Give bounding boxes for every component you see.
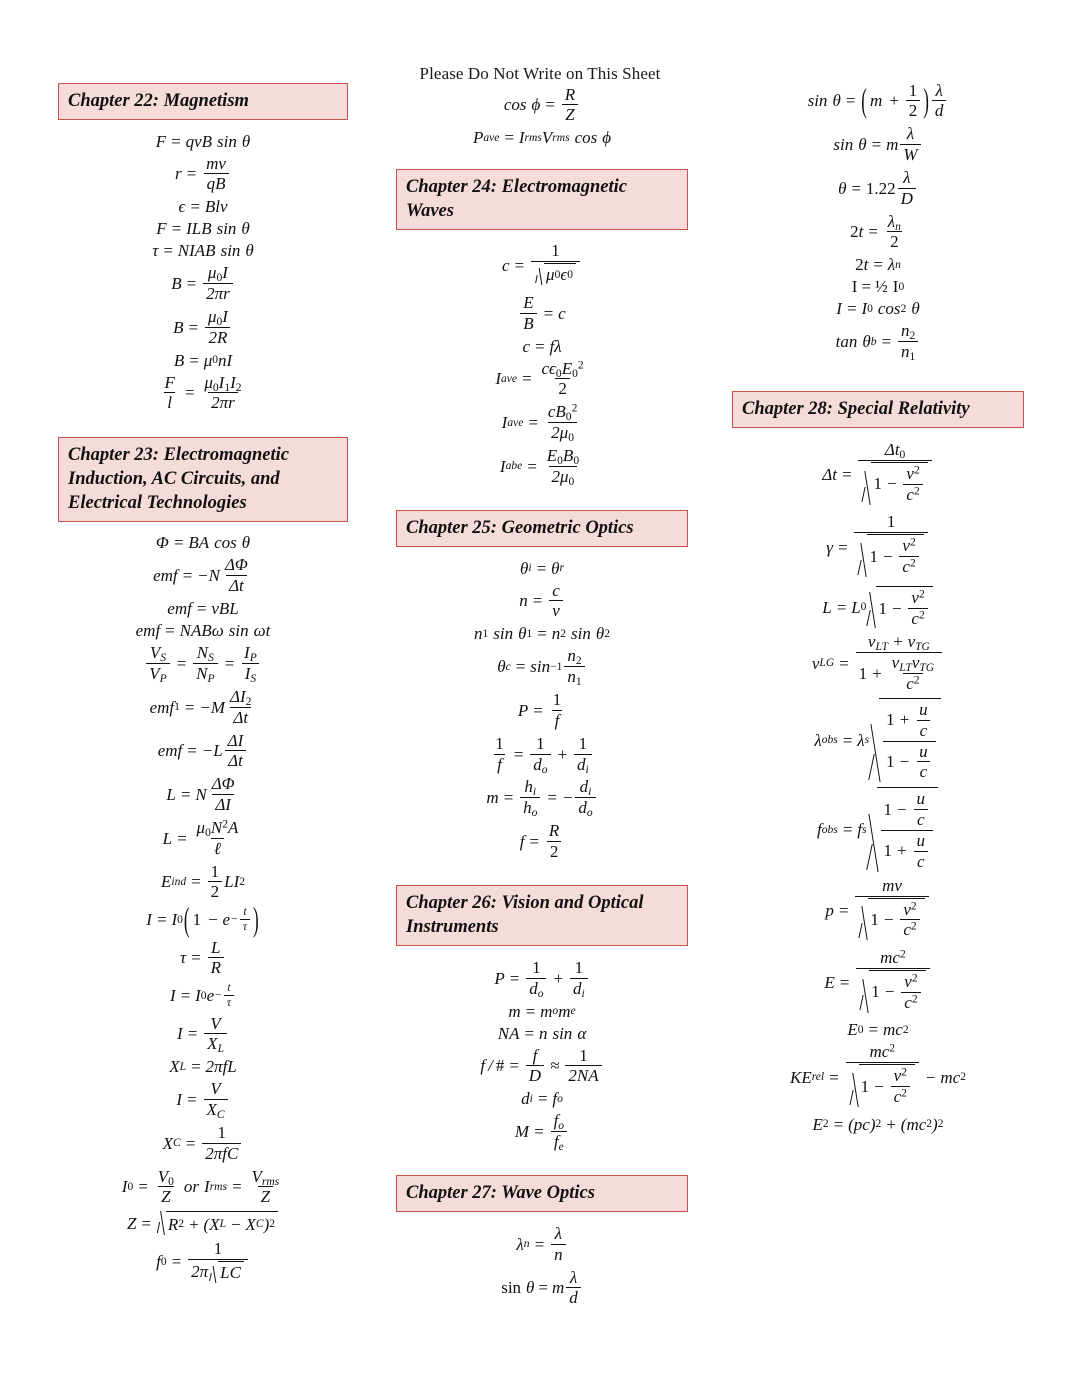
formula-list-ch23-cont — [396, 83, 688, 149]
formula-ch23-15: I = $\frac{V}{X_C}$ — [58, 1078, 348, 1122]
formula-ch28-0: Δt = $\Delta t_0$ 1 − $\frac{v^2}{c^2}$ — [732, 438, 1024, 510]
formula-ch23-9: E ind = $\frac{1}{2}$ LI 2 — [160, 861, 246, 902]
formula-ch24-4: I ave = $\frac{cB_0^2}{2\mu_0}$ — [501, 401, 578, 444]
formula-ch27-1: sin θ = m $\frac{\lambda}{d}$ — [396, 1266, 688, 1310]
chapter-header-27: Chapter 27: Wave Optics — [396, 1175, 688, 1212]
formula-ch23-19: f 0 = 1 2π LC — [58, 1238, 348, 1286]
formula-ch28-6: p = mv 1 − $\frac{v^2}{c^2}$ — [732, 874, 1024, 946]
formula-ch23-21: P ave = I rms V rms cos ϕ — [472, 128, 612, 148]
chapter-header-28: Chapter 28: Special Relativity — [732, 391, 1024, 428]
formula-ch23-7: L = N $\frac{\Delta\Phi}{\Delta I}$ — [166, 774, 235, 815]
formula-ch24-3: I ave = $\frac{c\epsilon_0E_0^2}{2}$ — [495, 358, 584, 399]
formula-ch28-10: E 2 = (pc) 2 + (mc 2 ) 2 — [812, 1114, 944, 1134]
formula-ch26-2: NA = n sin α — [497, 1023, 587, 1043]
formula-ch23-10: I = I 0 ( 1 − e − $\frac{t}{\tau}$ ) — [146, 900, 259, 939]
formula-list-ch23 — [58, 532, 348, 1286]
formula-ch24-2: c = fλ — [522, 336, 562, 356]
formula-ch23-12: I = I 0 e − $\frac{t}{\tau}$ — [58, 980, 348, 1012]
formula-ch22-0: F = qvB sin θ — [155, 131, 251, 151]
formula-ch24-1: $\frac{E}{B}$ = c — [396, 291, 688, 335]
formula-ch28-5: f obs = f s 1 − $\frac{u}{c}$ 1 + $\frac{u}{c}$ — [732, 785, 1024, 874]
formula-ch27-2: sin θ = ( m + $\frac{1}{2}$ ) $\frac{\lambda}{d}$ — [732, 79, 1024, 123]
formula-ch22-3: F = ILB sin θ — [156, 219, 250, 239]
formula-ch27-9: tan θ b = $\frac{n_2}{n_1}$ — [732, 320, 1024, 364]
chapter-header-22: Chapter 22: Magnetism — [58, 83, 348, 120]
formula-ch26-5: M = $\frac{f_o}{f_e}$ — [396, 1110, 688, 1154]
formula-ch28-9: KE rel = $mc^2$ 1 − $\frac{v^2}{c^2}$ − mc 2 — [732, 1041, 1024, 1113]
formula-list-ch27-cont — [732, 79, 1024, 363]
formula-ch28-7: E = $mc^2$ 1 − $\frac{v^2}{c^2}$ — [732, 947, 1024, 1019]
formula-ch28-4: λ obs = λ s 1 + $\frac{u}{c}$ 1 − $\frac{u}{c}$ — [732, 695, 1024, 784]
formula-ch25-6: m = $\frac{h_i}{h_o}$ = − $\frac{d_i}{d_o}$ — [396, 776, 688, 820]
formula-ch28-1: γ = 1 1 − $\frac{v^2}{c^2}$ — [732, 511, 1024, 583]
formula-ch22-4: τ = NIAB sin θ — [152, 241, 254, 261]
formula-list-ch27 — [396, 1222, 688, 1309]
formula-ch23-6: emf = −L $\frac{\Delta I}{\Delta t}$ — [58, 729, 348, 773]
formula-ch26-4: d i = f o — [521, 1089, 563, 1109]
formula-list-ch28 — [732, 438, 1024, 1135]
formula-ch25-2: n 1 sin θ 1 = n 2 sin θ 2 — [473, 624, 610, 644]
formula-ch25-4: P = $\frac{1}{f}$ — [517, 689, 562, 730]
formula-ch22-5: B = $\frac{\mu_0I}{2\pi r}$ — [58, 262, 348, 306]
formula-ch22-2: ϵ = Blv — [178, 197, 228, 217]
formula-ch25-7: f = $\frac{R}{2}$ — [396, 820, 688, 864]
formula-ch25-1: n = $\frac{c}{v}$ — [396, 579, 688, 623]
formula-ch23-3: emf = NABω sin ωt — [135, 621, 271, 641]
formula-ch23-8: L = $\frac{\mu_0N^2A}{\text{ℓ}}$ — [162, 817, 239, 858]
formula-ch25-5: $\frac{1}{f}$ = $\frac{1}{d_o}$ + $\frac{1}{d_i}$ — [396, 732, 688, 776]
formula-ch23-14: X L = 2πfL — [169, 1057, 237, 1077]
formula-ch22-1: r = $\frac{mv}{qB}$ — [58, 152, 348, 196]
column-right — [732, 0, 1024, 1157]
formula-ch26-1: m = m o m e — [508, 1001, 576, 1021]
column-middle — [396, 0, 688, 1332]
formula-ch28-2: L = L 0 1 − $\frac{v^2}{c^2}$ — [732, 583, 1024, 631]
formula-ch23-5: emf 1 = −M $\frac{\Delta I_2}{\Delta t}$ — [149, 686, 252, 727]
formula-ch28-3: v LG = $v_{LT} + v_{TG}$ 1 + $\frac{v_{LT}v_{TG}}{c^2}$ — [732, 631, 1024, 696]
formula-ch27-8: I = I 0 cos 2 θ — [836, 299, 920, 319]
formula-ch22-7: B = μ 0 nI — [173, 350, 233, 370]
page-title: Please Do Not Write on This Sheet — [419, 64, 661, 83]
chapter-header-23: Chapter 23: Electromagnetic Induction, AC Circuits, and Electrical Technologies — [58, 437, 348, 522]
formula-ch24-5: I abe = $\frac{E_0B_0}{2\mu_0}$ — [499, 445, 580, 488]
formula-ch27-0: λ n = $\frac{\lambda}{n}$ — [396, 1222, 688, 1266]
formula-list-ch22 — [58, 130, 348, 415]
formula-ch27-4: θ = 1.22 $\frac{\lambda}{D}$ — [732, 166, 1024, 210]
formula-list-ch26 — [396, 956, 688, 1153]
formula-ch24-0: c = 1 μ 0 ϵ 0 — [396, 240, 688, 292]
formula-ch23-1: emf = −N $\frac{\Delta\Phi}{\Delta t}$ — [153, 555, 248, 596]
column-left — [58, 0, 348, 1307]
chapter-header-25: Chapter 25: Geometric Optics — [396, 510, 688, 547]
formula-ch25-3: θ c = sin −1 $\frac{n_2}{n_1}$ — [396, 645, 688, 689]
formula-ch26-0: P = $\frac{1}{d_o}$ + $\frac{1}{d_i}$ — [396, 956, 688, 1000]
formula-ch22-6: B = $\frac{\mu_0I}{2R}$ — [58, 305, 348, 349]
formula-ch23-16: X C = $\frac{1}{\text{2πfC}}$ — [58, 1121, 348, 1165]
formula-ch23-18: Z = R 2 + (X L − X C ) 2 — [58, 1209, 348, 1238]
formula-ch23-11: τ = $\frac{L}{R}$ — [58, 936, 348, 980]
formula-ch22-8: $\frac{F}{l}$ = $\frac{\mu_0I_1I_2}{2\pi r}$ — [164, 372, 242, 413]
formula-ch23-2: emf = vBL — [167, 599, 239, 619]
formula-ch26-3: f / # = $\frac{f}{D}$ ≈ $\frac{1}{2NA}$ — [396, 1044, 688, 1088]
formula-ch23-20: cos ϕ = $\frac{R}{Z}$ — [396, 83, 688, 127]
formula-ch23-0: Φ = BA cos θ — [155, 533, 251, 553]
formula-ch27-3: sin θ = m $\frac{\lambda}{W}$ — [732, 123, 1024, 167]
formula-ch25-0: θ i = θ r — [520, 558, 564, 578]
formula-ch27-6: 2 t = λ n — [855, 255, 901, 275]
formula-list-ch25 — [396, 557, 688, 863]
formula-ch27-7: I = ½ I 0 — [851, 277, 905, 297]
formula-list-ch24 — [396, 240, 688, 488]
chapter-header-26: Chapter 26: Vision and Optical Instruments — [396, 885, 688, 946]
formula-ch28-8: E 0 = mc 2 — [847, 1020, 909, 1040]
formula-ch27-5: 2 t = $\frac{\lambda_n}{2}$ — [850, 211, 901, 252]
formula-ch23-13: I = $\frac{V}{X_L}$ — [58, 1012, 348, 1056]
formula-ch23-17: I 0 = $\frac{V_0}{Z}$ or I rms = $\frac{V_{rms}}{Z}$ — [121, 1166, 280, 1207]
chapter-header-24: Chapter 24: Electromagnetic Waves — [396, 169, 688, 230]
formula-ch23-4: $\frac{V_S}{V_P}$ = $\frac{N_S}{N_P}$ = $\frac{I_P}{I_S}$ — [58, 642, 348, 686]
